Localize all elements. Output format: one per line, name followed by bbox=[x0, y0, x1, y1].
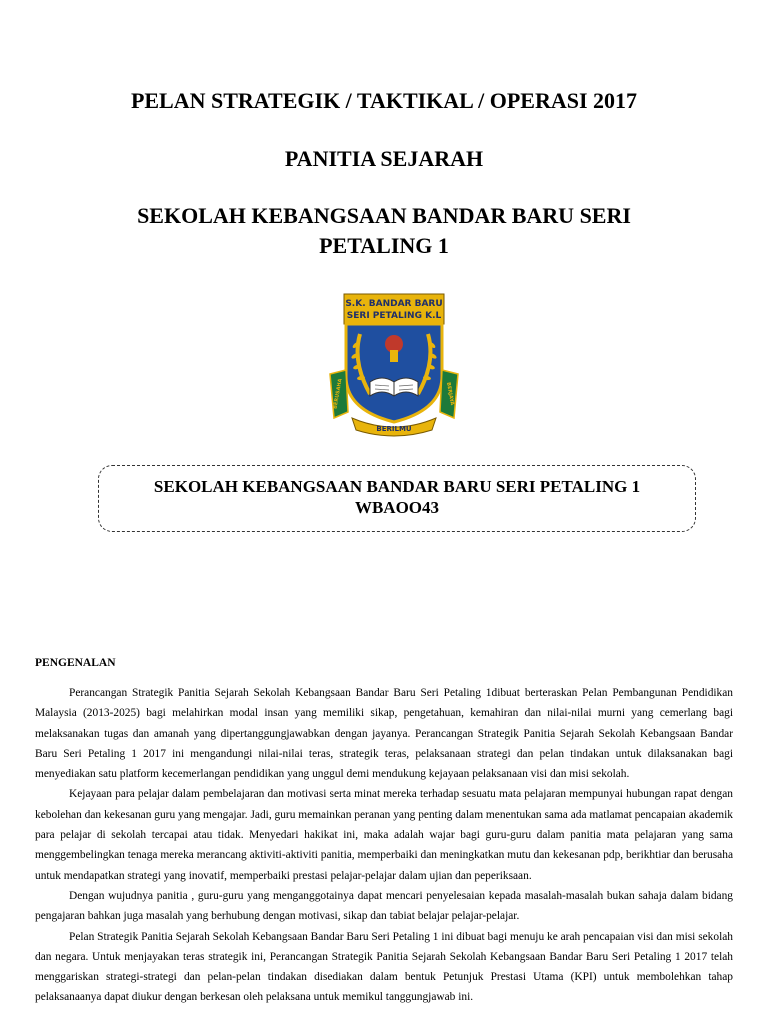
introduction-body bbox=[35, 683, 733, 1008]
document-title: PELAN STRATEGIK / TAKTIKAL / OPERASI 2017 bbox=[130, 88, 638, 113]
school-title-line2: PETALING 1 bbox=[319, 233, 449, 258]
school-crest-logo bbox=[326, 290, 462, 440]
school-info-box bbox=[98, 465, 696, 532]
school-crest-icon bbox=[326, 290, 462, 440]
paragraph-4: Pelan Strategik Panitia Sejarah Sekolah Kebangsaan Bandar Baru Seri Petaling 1 ini dibuat bagi menuju ke arah pencapaian visi dan misi sekolah dan negara. Untuk menjayakan teras strategik ini, Perancangan Strategik Panitia Sejarah Sekolah Kebangsaan Bandar Baru Seri Petaling 1 2017 telah menggariskan strategi-strategi dan pelan-pelan tindakan disediakan dalam bentuk Petunjuk Prestasi Utama (KPI) untuk membolehkan tahap pelaksanaanya dapat diukur dengan berkesan oleh pelaksana untuk memikul tanggungjawab ini. bbox=[35, 930, 733, 1004]
svg-text:S.K. BANDAR BARU: S.K. BANDAR BARU bbox=[345, 299, 443, 309]
section-heading-introduction: PENGENALAN bbox=[35, 657, 116, 669]
school-title-line1: SEKOLAH KEBANGSAAN BANDAR BARU SERI bbox=[137, 203, 631, 228]
svg-text:BERILMU: BERILMU bbox=[376, 425, 412, 433]
paragraph-3: Dengan wujudnya panitia , guru-guru yang menganggotainya dapat mencari penyelesaian kepada masalah-masalah bukan sahaja dalam bidang pengajaran bahkan juga masalah yang berhubung dengan motivasi, sikap dan tabiat belajar pelajar-pelajar. bbox=[35, 889, 733, 923]
school-name: SEKOLAH KEBANGSAAN BANDAR BARU SERI PETALING 1 bbox=[153, 477, 641, 496]
svg-text:BERJAYA: BERJAYA bbox=[445, 381, 455, 406]
paragraph-1: Perancangan Strategik Panitia Sejarah Sekolah Kebangsaan Bandar Baru Seri Petaling 1dibuat berteraskan Pelan Pembangunan Pendidikan Malaysia (2013-2025) bagi melahirkan modal insan yang memiliki sikap, pengetahuan, kemahiran dan nilai-nilai murni yang cemerlang bagi melaksanakan tugas dan amanah yang dipertanggungjawabkan dengan jayanya. Perancangan Strategik Panitia Sejarah Sekolah Kebangsaan Bandar Baru Seri Petaling 1 2017 ini mengandungi nilai-nilai teras, strategik teras, pelaksanaan strategi dan pelan tindakan untuk dilaksanakan bagi menyediakan satu platform kecemerlangan pendidikan yang unggul demi mendukung kejayaan pelaksanaan visi dan misi sekolah. bbox=[35, 687, 733, 781]
svg-text:BERUSAHA: BERUSAHA bbox=[332, 378, 344, 410]
paragraph-2: Kejayaan para pelajar dalam pembelajaran dan motivasi serta minat mereka terhadap sesuatu mata pelajaran mempunyai hubungan rapat dengan kebolehan dan kekesanan guru yang mengajar. Jadi, guru memainkan peranan yang penting dalam menentukan sama ada matlamat pencapaian akademik para pelajar di sekolah tercapai atau tidak. Menyedari hakikat ini, maka adalah wajar bagi guru-guru dalam panitia mata pelajaran yang sama menggembelingkan tenaga mereka merancang aktiviti-aktiviti panitia, memperbaiki dan meningkatkan mutu dan kekesanan pdp, berikhtiar dan berusaha untuk mendapatkan strategi yang inovatif, memperbaiki prestasi pelajar-pelajar dalam ujian dan peperiksaan. bbox=[35, 788, 733, 882]
svg-text:SERI PETALING K.L: SERI PETALING K.L bbox=[346, 311, 442, 321]
committee-title: PANITIA SEJARAH bbox=[284, 146, 484, 171]
school-code: WBAOO43 bbox=[354, 498, 440, 517]
